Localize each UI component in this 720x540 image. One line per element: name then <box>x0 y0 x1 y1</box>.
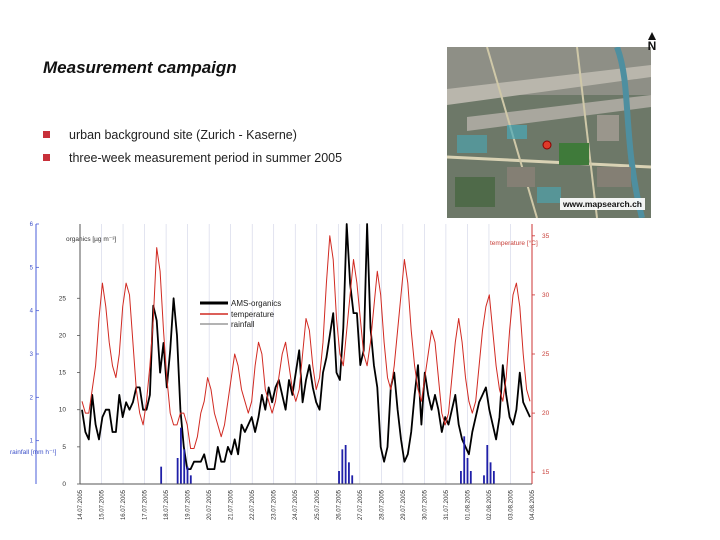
bullet-text-period: three-week measurement period in summer 2005 <box>69 151 343 165</box>
square-bullet-icon <box>43 154 50 161</box>
rainfall-tick-label: 3 <box>29 352 33 358</box>
organics-axis-label: organics [µg m⁻³] <box>66 236 117 243</box>
rainfall-bar <box>187 467 189 484</box>
organics-tick-label: 15 <box>58 369 66 377</box>
rainfall-tick-label: 4 <box>29 308 33 315</box>
site-marker-icon <box>543 141 551 149</box>
north-indicator <box>645 32 659 56</box>
x-tick-label: 17.07.2005 <box>142 490 149 521</box>
rainfall-bar <box>486 445 488 484</box>
x-tick-label: 30.07.2005 <box>422 490 429 521</box>
temperature-axis-label: temperature [°C] <box>490 240 538 247</box>
rainfall-bar <box>493 471 495 484</box>
time-series-chart <box>0 218 560 540</box>
rainfall-tick-label: 2 <box>29 395 33 402</box>
bullet-list <box>43 128 342 174</box>
aerial-map <box>447 47 651 218</box>
rainfall-bar <box>341 449 343 484</box>
x-tick-label: 04.08.2005 <box>530 490 536 521</box>
x-tick-label: 21.07.2005 <box>228 490 235 521</box>
rainfall-tick-label: 5 <box>29 265 33 272</box>
temperature-tick-label: 20 <box>542 410 550 418</box>
organics-tick-label: 25 <box>58 295 66 303</box>
bullet-item <box>43 128 342 151</box>
x-tick-label: 24.07.2005 <box>293 490 300 521</box>
rainfall-bar <box>351 475 353 484</box>
rainfall-bar <box>160 467 162 484</box>
x-tick-label: 26.07.2005 <box>336 490 343 521</box>
temperature-tick-label: 30 <box>542 291 550 299</box>
rainfall-bar <box>490 462 492 484</box>
legend-label-organics: AMS-organics <box>231 299 282 308</box>
organics-tick-label: 0 <box>62 481 66 488</box>
x-tick-label: 01.08.2005 <box>465 490 472 521</box>
x-tick-label: 23.07.2005 <box>271 490 278 521</box>
temperature-series-line <box>82 236 530 449</box>
x-tick-label: 16.07.2005 <box>121 490 128 521</box>
rainfall-bar <box>483 475 485 484</box>
map-caption: www.mapsearch.ch <box>560 198 645 210</box>
legend-label-rainfall: rainfall <box>231 320 255 329</box>
temperature-tick-label: 15 <box>542 469 550 477</box>
square-bullet-icon <box>43 131 50 138</box>
bullet-text-site: urban background site (Zurich - Kaserne) <box>69 128 297 142</box>
rainfall-bar <box>190 475 192 484</box>
rainfall-tick-label: 1 <box>29 438 33 445</box>
organics-tick-label: 20 <box>58 332 66 340</box>
x-tick-label: 31.07.2005 <box>443 490 450 521</box>
x-tick-label: 18.07.2005 <box>164 490 171 521</box>
rainfall-bar <box>470 471 472 484</box>
legend-label-temperature: temperature <box>231 310 275 319</box>
rainfall-bar <box>467 458 469 484</box>
temperature-tick-label: 35 <box>542 232 550 240</box>
x-tick-label: 02.08.2005 <box>486 490 493 521</box>
x-tick-label: 20.07.2005 <box>207 490 214 521</box>
rainfall-bar <box>460 471 462 484</box>
x-tick-label: 19.07.2005 <box>185 490 192 521</box>
x-tick-label: 15.07.2005 <box>99 490 106 521</box>
north-label: N <box>647 39 657 53</box>
rainfall-bar <box>180 428 182 484</box>
x-tick-label: 22.07.2005 <box>250 490 257 521</box>
rainfall-bar <box>463 436 465 484</box>
bullet-item <box>43 151 342 174</box>
x-tick-label: 03.08.2005 <box>508 490 515 521</box>
rainfall-axis-label: rainfall [mm h⁻¹] <box>10 449 57 456</box>
x-tick-label: 25.07.2005 <box>314 490 321 521</box>
rainfall-bar <box>183 449 185 484</box>
series-group <box>82 224 530 484</box>
rainfall-bar <box>348 462 350 484</box>
page-title: Measurement campaign <box>43 58 237 77</box>
rainfall-bar <box>177 458 179 484</box>
x-tick-label: 14.07.2005 <box>78 490 84 521</box>
rainfall-bar <box>345 445 347 484</box>
x-tick-label: 28.07.2005 <box>379 490 386 521</box>
x-tick-label: 29.07.2005 <box>400 490 407 521</box>
organics-tick-label: 5 <box>62 443 66 451</box>
rainfall-bar <box>338 471 340 484</box>
x-tick-label: 27.07.2005 <box>357 490 364 521</box>
aerial-map-image <box>447 47 651 218</box>
chart-legend <box>200 299 281 329</box>
temperature-tick-label: 25 <box>542 351 550 358</box>
organics-tick-label: 10 <box>58 406 66 414</box>
rainfall-tick-label: 6 <box>29 222 33 228</box>
